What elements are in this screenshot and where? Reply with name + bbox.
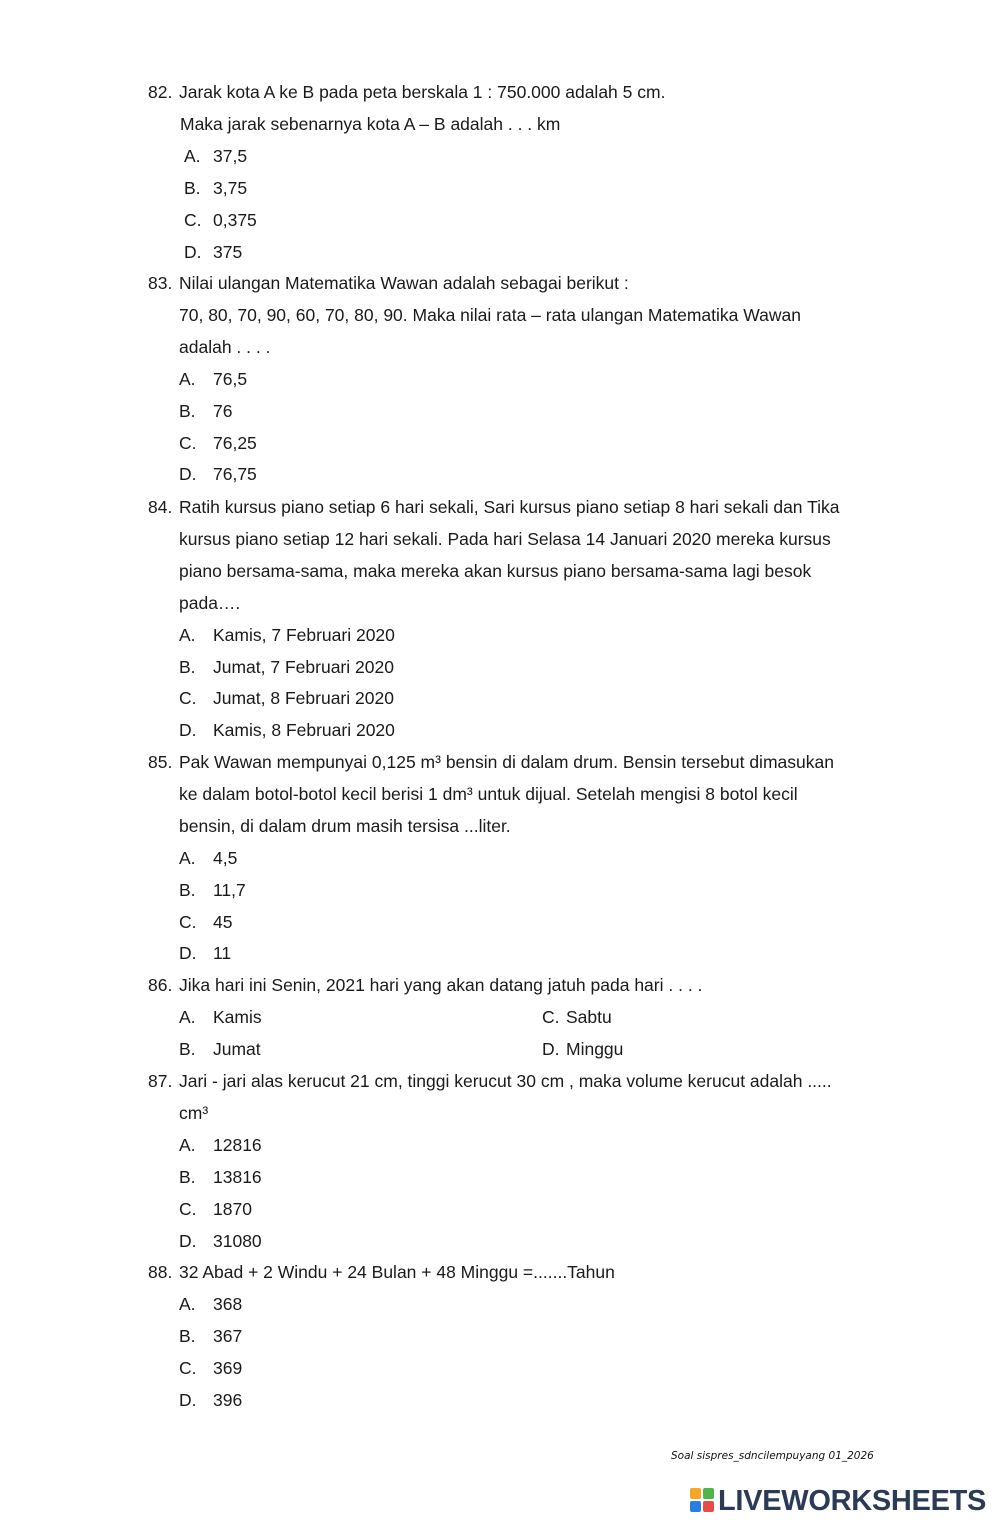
- option-letter: C.: [179, 911, 197, 932]
- question-text-line: 70, 80, 70, 90, 60, 70, 80, 90. Maka nilai rata – rata ulangan Matematika Wawan: [179, 304, 801, 325]
- question-text-line: Jari - jari alas kerucut 21 cm, tinggi kerucut 30 cm , maka volume kerucut adalah .....: [179, 1071, 832, 1091]
- question-text-line: Nilai ulangan Matematika Wawan adalah sebagai berikut :: [179, 273, 629, 293]
- question-text-line: 32 Abad + 2 Windu + 24 Bulan + 48 Minggu =.......Tahun: [179, 1262, 615, 1282]
- option-text: 45: [213, 911, 233, 932]
- option-letter: A.: [179, 1134, 196, 1155]
- option-text: 76: [213, 400, 233, 421]
- question-text-line: pada….: [179, 592, 241, 613]
- option-text: 31080: [213, 1230, 262, 1251]
- option-text: 396: [213, 1389, 243, 1410]
- question-number: 83.: [148, 273, 173, 293]
- option-text: Jumat, 8 Februari 2020: [213, 688, 394, 709]
- option-letter: C.: [179, 1198, 197, 1219]
- question-number: 87.: [148, 1071, 173, 1091]
- option-text: 12816: [213, 1134, 262, 1155]
- option-letter: D.: [542, 1038, 560, 1059]
- question-number: 82.: [148, 82, 173, 102]
- question-text-line: piano bersama-sama, maka mereka akan kursus piano bersama-sama lagi besok: [179, 560, 812, 581]
- option-letter: B.: [184, 177, 201, 198]
- question-text-line: Pak Wawan mempunyai 0,125 m³ bensin di dalam drum. Bensin tersebut dimasukan: [179, 752, 834, 772]
- option-text: 37,5: [213, 145, 248, 166]
- option-letter: B.: [179, 879, 196, 900]
- option-letter: B.: [179, 1038, 196, 1059]
- option-text: 368: [213, 1293, 243, 1314]
- option-text: 76,75: [213, 464, 257, 485]
- option-text: Minggu: [566, 1038, 624, 1059]
- option-text: 3,75: [213, 177, 248, 198]
- option-text: 4,5: [213, 847, 238, 868]
- liveworksheets-brand: [690, 1481, 986, 1521]
- option-letter: C.: [179, 432, 197, 453]
- question-number: 86.: [148, 975, 173, 995]
- option-text: 369: [213, 1357, 243, 1378]
- option-letter: B.: [179, 1166, 196, 1187]
- option-text: Jumat: [213, 1038, 261, 1059]
- option-letter: A.: [179, 368, 196, 389]
- option-letter: B.: [179, 656, 196, 677]
- question-number: 88.: [148, 1262, 173, 1282]
- option-text: 375: [213, 241, 243, 262]
- option-letter: A.: [184, 145, 201, 166]
- liveworksheets-logo-icon: [690, 1488, 716, 1514]
- option-letter: A.: [179, 1293, 196, 1314]
- option-letter: D.: [184, 241, 202, 262]
- option-letter: A.: [179, 847, 196, 868]
- question-text-line: adalah . . . .: [179, 336, 271, 357]
- option-letter: C.: [179, 1357, 197, 1378]
- option-text: Kamis: [213, 1006, 262, 1027]
- option-text: 11,7: [213, 879, 246, 900]
- question-text-line: bensin, di dalam drum masih tersisa ...liter.: [179, 815, 511, 836]
- option-text: Kamis, 8 Februari 2020: [213, 720, 395, 741]
- question-text-line: Jarak kota A ke B pada peta berskala 1 : 750.000 adalah 5 cm.: [179, 82, 666, 102]
- option-letter: D.: [179, 943, 197, 964]
- footer-note: Soal sispres_sdncilempuyang 01_2026: [671, 1450, 874, 1462]
- option-letter: A.: [179, 624, 196, 645]
- question-text-line: Ratih kursus piano setiap 6 hari sekali, Sari kursus piano setiap 8 hari sekali dan Tika: [179, 497, 840, 517]
- option-text: 13816: [213, 1166, 262, 1187]
- option-letter: B.: [179, 400, 196, 421]
- question-text-line: cm³: [179, 1102, 209, 1123]
- option-text: Kamis, 7 Februari 2020: [213, 624, 395, 645]
- option-text: 11: [213, 943, 232, 964]
- option-letter: C.: [184, 209, 202, 230]
- question-text-line: Jika hari ini Senin, 2021 hari yang akan datang jatuh pada hari . . . .: [179, 975, 703, 995]
- question-text-line: ke dalam botol-botol kecil berisi 1 dm³ untuk dijual. Setelah mengisi 8 botol kecil: [179, 783, 798, 804]
- option-letter: C.: [542, 1006, 560, 1027]
- option-text: 76,5: [213, 368, 248, 389]
- option-text: 76,25: [213, 432, 257, 453]
- question-number: 85.: [148, 752, 173, 772]
- question-text-line: kursus piano setiap 12 hari sekali. Pada hari Selasa 14 Januari 2020 mereka kursus: [179, 528, 831, 549]
- option-letter: D.: [179, 1389, 197, 1410]
- option-text: Jumat, 7 Februari 2020: [213, 656, 394, 677]
- option-letter: D.: [179, 720, 197, 741]
- question-number: 84.: [148, 497, 173, 517]
- option-text: 1870: [213, 1198, 252, 1219]
- option-letter: A.: [179, 1006, 196, 1027]
- option-text: 367: [213, 1325, 243, 1346]
- question-text-line: Maka jarak sebenarnya kota A – B adalah . . . km: [180, 113, 561, 134]
- option-letter: D.: [179, 464, 197, 485]
- option-letter: C.: [179, 688, 197, 709]
- option-text: 0,375: [213, 209, 257, 230]
- option-letter: D.: [179, 1230, 197, 1251]
- option-letter: B.: [179, 1325, 196, 1346]
- option-text: Sabtu: [566, 1006, 612, 1027]
- brand-name: LIVEWORKSHEETS: [718, 1484, 987, 1517]
